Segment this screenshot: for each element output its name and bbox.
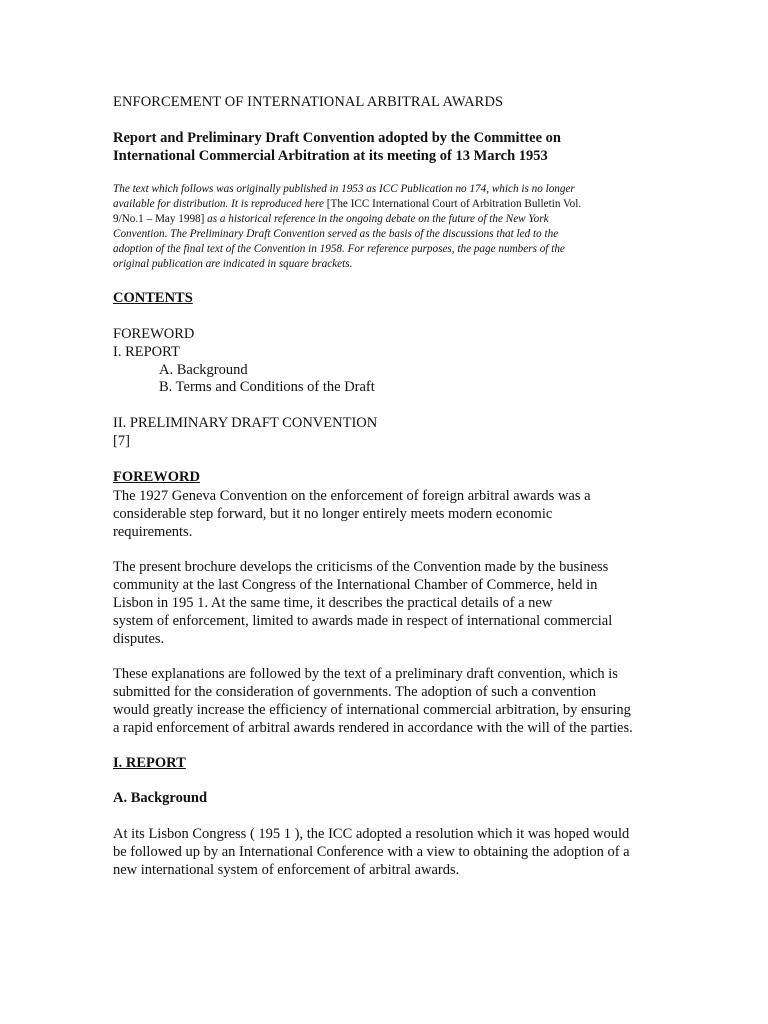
foreword-paragraph-3 xyxy=(113,665,658,737)
paragraph-line: disputes. xyxy=(113,631,165,647)
paragraph-line: requirements. xyxy=(113,524,193,540)
document-subtitle xyxy=(113,129,658,165)
paragraph-line: The present brochure develops the criticisms of the Convention made by the business xyxy=(113,559,609,575)
intro-text: as a historical reference in the ongoing debate on the future of the New York xyxy=(204,213,549,225)
paragraph-line: system of enforcement, limited to awards made in respect of international commercial xyxy=(113,613,613,629)
page-marker: [7] xyxy=(113,433,130,449)
intro-paragraph xyxy=(113,182,633,272)
paragraph-line: be followed up by an International Conference with a view to obtaining the adoption of a xyxy=(113,844,630,860)
report-heading: I. REPORT xyxy=(113,755,186,771)
intro-line: adoption of the final text of the Convention in 1958. For reference purposes, the page numbers of the xyxy=(113,243,565,255)
paragraph-line: submitted for the consideration of governments. The adoption of such a convention xyxy=(113,684,596,700)
paragraph-line: considerable step forward, but it no longer entirely meets modern economic xyxy=(113,506,553,522)
paragraph-line: Lisbon in 195 1. At the same time, it describes the practical details of a new xyxy=(113,595,553,611)
contents-heading: CONTENTS xyxy=(113,290,193,306)
intro-line xyxy=(113,212,633,227)
paragraph-line: These explanations are followed by the text of a preliminary draft convention, which is xyxy=(113,666,618,682)
foreword-paragraph-2 xyxy=(113,558,658,648)
bulletin-reference: [The ICC International Court of Arbitration Bulletin Vol. xyxy=(326,198,582,210)
paragraph-line: a rapid enforcement of arbitral awards rendered in accordance with the will of the parties. xyxy=(113,720,633,736)
intro-line: The text which follows was originally published in 1953 as ICC Publication no 174, which is no longer xyxy=(113,183,575,195)
foreword-paragraph-1 xyxy=(113,487,658,541)
paragraph-line: would greatly increase the efficiency of international commercial arbitration, by ensuring xyxy=(113,702,631,718)
paragraph-line: community at the last Congress of the International Chamber of Commerce, held in xyxy=(113,577,598,593)
bulletin-reference: 9/No.1 – May 1998] xyxy=(113,213,205,225)
intro-line: original publication are indicated in square brackets. xyxy=(113,258,353,270)
background-paragraph xyxy=(113,825,658,879)
contents-item-draft-convention: II. PRELIMINARY DRAFT CONVENTION xyxy=(113,415,378,431)
intro-line xyxy=(113,197,633,212)
background-heading: A. Background xyxy=(113,790,208,806)
document-title: ENFORCEMENT OF INTERNATIONAL ARBITRAL AWARDS xyxy=(113,94,504,110)
intro-line: Convention. The Preliminary Draft Convention served as the basis of the discussions that led to the xyxy=(113,228,559,240)
contents-item-foreword: FOREWORD xyxy=(113,326,195,342)
paragraph-line: At its Lisbon Congress ( 195 1 ), the ICC adopted a resolution which it was hoped would xyxy=(113,826,630,842)
paragraph-line: new international system of enforcement of arbitral awards. xyxy=(113,862,460,878)
contents-item-background: A. Background xyxy=(159,362,248,378)
contents-item-report: I. REPORT xyxy=(113,344,180,360)
subtitle-line: International Commercial Arbitration at its meeting of 13 March 1953 xyxy=(113,148,548,164)
intro-text: available for distribution. It is reproduced here xyxy=(113,198,327,210)
foreword-heading: FOREWORD xyxy=(113,469,200,485)
paragraph-line: The 1927 Geneva Convention on the enforcement of foreign arbitral awards was a xyxy=(113,488,591,504)
contents-item-terms: B. Terms and Conditions of the Draft xyxy=(159,379,375,395)
subtitle-line: Report and Preliminary Draft Convention adopted by the Committee on xyxy=(113,130,561,146)
